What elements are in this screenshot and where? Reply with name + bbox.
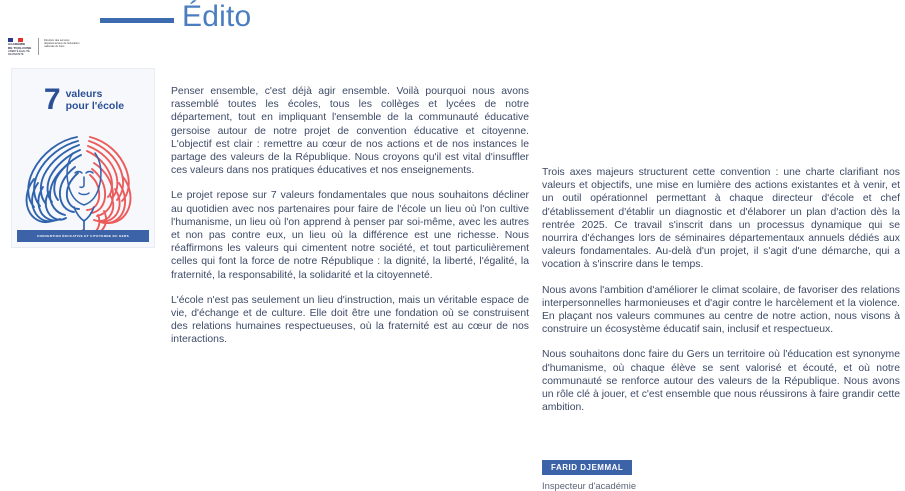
editorial-right-column [542, 166, 900, 414]
paragraph: L'école n'est pas seulement un lieu d'instruction, mais un véritable espace de vie, d'échange et de culture. Elle doit être une fondation où se construisent des relations humaines respectueuses, où la fraternité est au cœur de nos interactions. [171, 294, 529, 346]
document-cover-thumbnail[interactable] [11, 68, 155, 248]
paragraph: Nous souhaitons donc faire du Gers un territoire où l'éducation est synonyme d'humanisme, où chaque élève se sent valorisé et écouté, et où notre communauté se renforce autour des valeurs de la République. Nous avons un rôle clé à jouer, et c'est ensemble que nous réussirons à faire grandir cette ambition. [542, 349, 900, 414]
logo-marque [8, 38, 38, 57]
cover-word-valeurs: valeurs [65, 88, 103, 100]
page-title: Édito [182, 0, 252, 33]
cover-number-seven: 7 [43, 83, 61, 116]
signature-block [542, 457, 842, 491]
academie-de-toulouse-logo [8, 38, 88, 58]
cover-caption: CONVENTION ÉDUCATIVE ET CITOYENNE DU GERS [17, 230, 149, 242]
cover-headline-words [66, 86, 125, 112]
paragraph: Le projet repose sur 7 valeurs fondamentales que nous souhaitons décliner au quotidien avec nos partenaires pour faire de l'école un lieu où l'on cultive l'humanisme, un lieu où l'on apprend à penser par soi-même, avec les autres et non pas contre eux, un lieu où la différence est une richesse. Nous réaffirmons les valeurs qui cimentent notre société, et tout particulièrement celles qui font la force de notre République : la dignité, la liberté, l'égalité, la fraternité, la responsabilité, la solidarité et la citoyenneté. [171, 190, 529, 281]
page-header [0, 0, 905, 40]
logo-academy-line1: ACADÉMIE [8, 42, 26, 46]
editorial-left-column [171, 85, 529, 347]
title-rule-decoration [100, 18, 174, 23]
signature-role: Inspecteur d'académie [542, 480, 637, 491]
paragraph: Nous avons l'ambition d'améliorer le climat scolaire, de favoriser des relations interpersonnelles harmonieuses et d'agir contre le harcèlement et la violence. En plaçant nos valeurs communes au centre de notre action, nous visons à construire un écosystème éducatif sain, inclusif et respectueux. [542, 284, 900, 336]
signature-name-badge: FARID DJEMMAL [542, 460, 632, 475]
logo-republic-motto: LIBERTÉ ÉGALITÉ FRATERNITÉ [8, 50, 30, 57]
cover-word-pour-lecole: pour l'école [65, 100, 125, 112]
logo-agency-name: Direction des services départementaux de l'éducation nationale du Gers [44, 39, 80, 49]
paragraph: Penser ensemble, c'est déjà agir ensemble. Voilà pourquoi nous avons rassemblé toutes les écoles, tous les collèges et lycées de notre département, tout en impliquant l'ensemble de la communauté éducative gersoise autour de notre projet de convention éducative et citoyenne. L'objectif est clair : remettre au cœur de nos actions et de nos instances le partage des valeurs de la République. Nous croyons qu'il est vital d'insuffler ces valeurs dans nos pratiques éducatives et nos enseignements. [171, 86, 529, 177]
logo-divider [38, 38, 39, 55]
paragraph: Trois axes majeurs structurent cette convention : une charte clarifiant nos valeurs et objectifs, une mise en lumière des actions existantes et à venir, et un outil opérationnel permettant à chaque directeur d'école et chef d'établissement d'établir un diagnostic et d'élaborer un plan d'action dès la rentrée 2025. Ce travail s'inscrit dans un processus dynamique qui se nourrira d'échanges lors de séminaires départementaux annuels dédiés aux valeurs fondamentales. Au-delà d'un projet, il s'agit d'une démarche, qui a vocation à s'inscrire dans le temps. [542, 167, 900, 271]
marianne-illustration [20, 123, 148, 241]
cover-headline [12, 83, 155, 116]
logo-academy-line2: DE TOULOUSE [8, 45, 32, 50]
